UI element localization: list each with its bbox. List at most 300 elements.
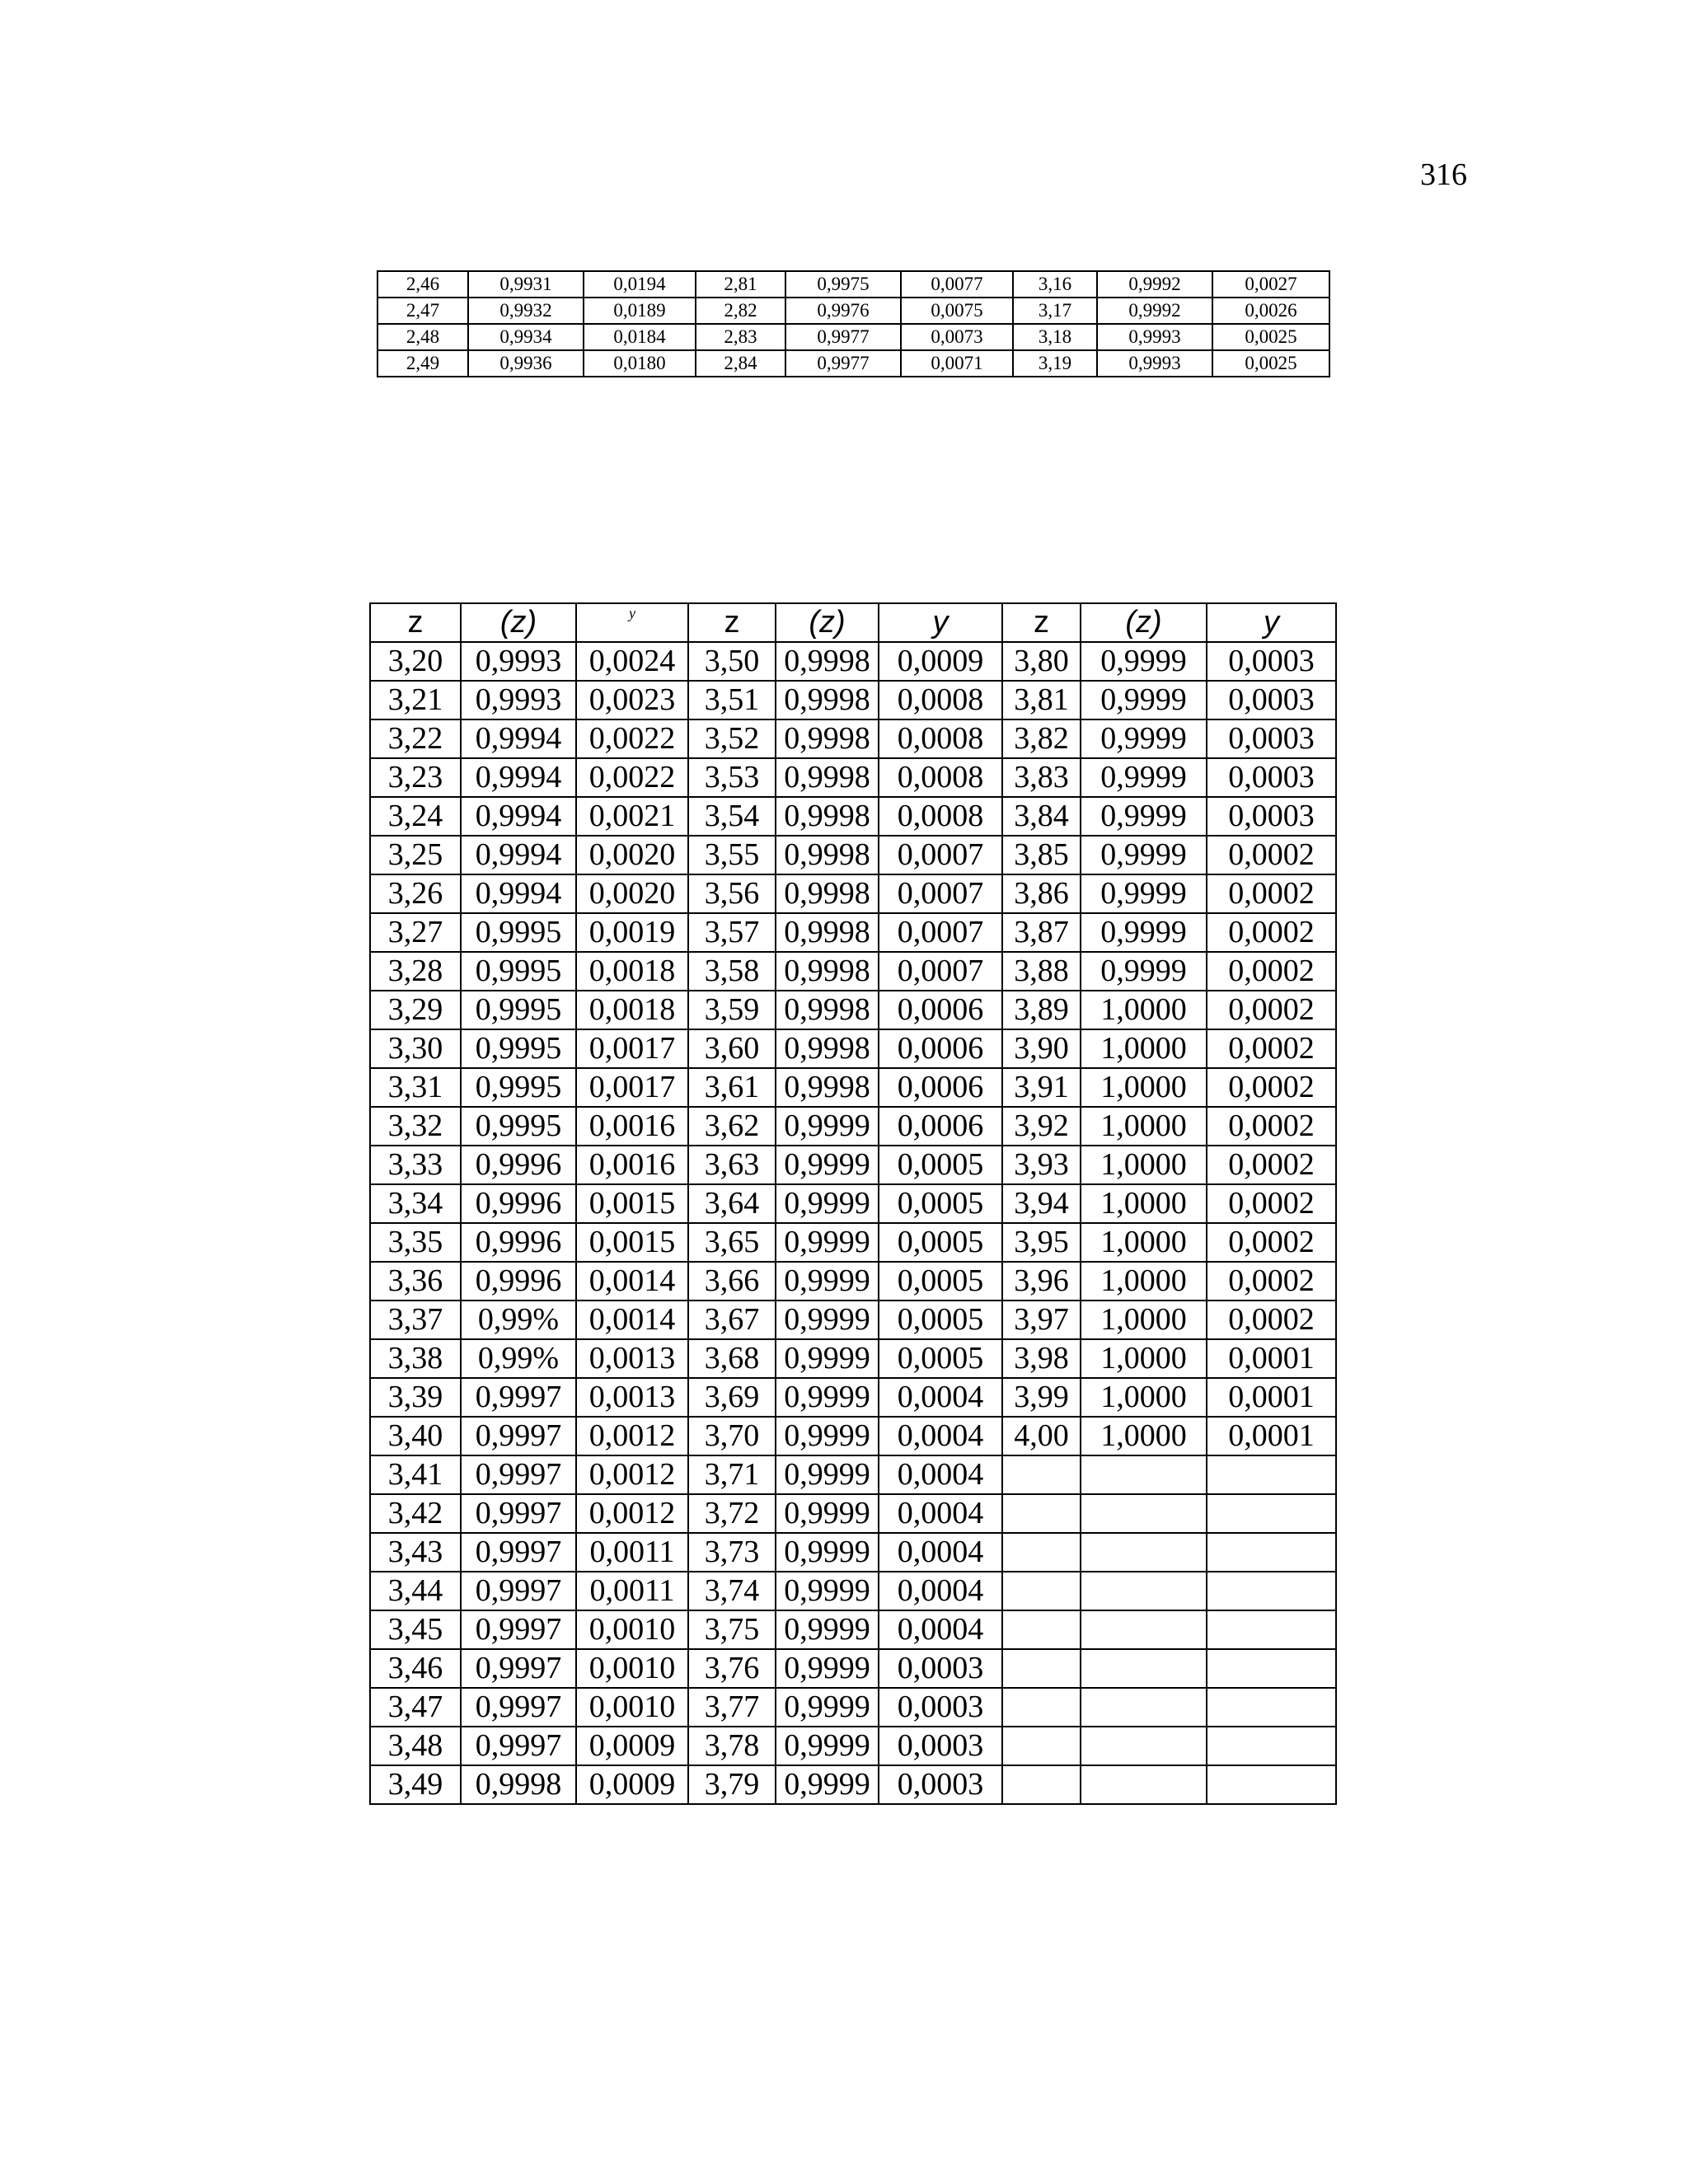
table-cell: 0,9998: [461, 1765, 576, 1804]
table-cell: [1207, 1533, 1336, 1572]
table-row: [370, 1146, 1336, 1184]
table-cell: 0,9977: [785, 324, 901, 350]
table-cell: [1002, 1494, 1081, 1533]
table-row: [370, 1107, 1336, 1146]
table-cell: 3,77: [688, 1688, 776, 1727]
table-cell: 0,9994: [461, 874, 576, 913]
table-cell: 0,0007: [879, 952, 1002, 991]
table-cell: 3,71: [688, 1455, 776, 1494]
table-cell: [1207, 1688, 1336, 1727]
table-cell: 3,95: [1002, 1223, 1081, 1262]
col-header-phi: (z): [776, 603, 879, 642]
table-cell: [1081, 1610, 1207, 1649]
table-cell: 0,0023: [576, 681, 688, 719]
table-cell: 0,0006: [879, 1068, 1002, 1107]
table-cell: 3,59: [688, 991, 776, 1029]
table-cell: 0,9996: [461, 1262, 576, 1301]
table-cell: 0,9993: [1097, 350, 1212, 377]
table-cell: 3,76: [688, 1649, 776, 1688]
table-cell: 0,0017: [576, 1029, 688, 1068]
table-cell: 3,44: [370, 1572, 461, 1610]
table-cell: [1207, 1649, 1336, 1688]
table-cell: 4,00: [1002, 1417, 1081, 1455]
table-cell: 0,9999: [776, 1184, 879, 1223]
table-cell: [1002, 1533, 1081, 1572]
table-cell: 3,37: [370, 1301, 461, 1339]
table-cell: 0,9997: [461, 1610, 576, 1649]
table-cell: 3,45: [370, 1610, 461, 1649]
table-cell: 3,43: [370, 1533, 461, 1572]
table-cell: 1,0000: [1081, 1378, 1207, 1417]
table-row: [370, 1301, 1336, 1339]
table-cell: 0,0015: [576, 1223, 688, 1262]
table-cell: 3,23: [370, 758, 461, 797]
table-cell: 0,0003: [1207, 681, 1336, 719]
col-header-y: y: [576, 603, 688, 642]
table-cell: 0,9998: [776, 991, 879, 1029]
table-cell: 0,0005: [879, 1262, 1002, 1301]
table-cell: [1002, 1727, 1081, 1765]
table-cell: 0,9998: [776, 797, 879, 836]
table-cell: 3,55: [688, 836, 776, 874]
table-cell: 0,9993: [461, 681, 576, 719]
table-cell: 0,0002: [1207, 1184, 1336, 1223]
table-cell: 0,0002: [1207, 1107, 1336, 1146]
table-cell: 0,9932: [468, 298, 584, 324]
table-cell: 0,0008: [879, 681, 1002, 719]
table-cell: 0,0002: [1207, 1029, 1336, 1068]
table-cell: 0,0002: [1207, 874, 1336, 913]
table-cell: 0,0001: [1207, 1417, 1336, 1455]
table-cell: 0,9995: [461, 1029, 576, 1068]
table-cell: 0,9997: [461, 1572, 576, 1610]
table-row: [370, 797, 1336, 836]
table-cell: 0,0075: [901, 298, 1013, 324]
table-cell: [1002, 1688, 1081, 1727]
table-cell: 3,34: [370, 1184, 461, 1223]
table-cell: 3,56: [688, 874, 776, 913]
table-cell: 0,0009: [879, 642, 1002, 681]
table-cell: 0,0002: [1207, 836, 1336, 874]
table-cell: 0,0003: [1207, 719, 1336, 758]
table-cell: 1,0000: [1081, 1146, 1207, 1184]
table-cell: 3,40: [370, 1417, 461, 1455]
table-cell: 3,27: [370, 913, 461, 952]
table-cell: 0,0012: [576, 1417, 688, 1455]
table-cell: 3,51: [688, 681, 776, 719]
table-row: [370, 1572, 1336, 1610]
table-cell: 0,0015: [576, 1184, 688, 1223]
table-cell: 3,35: [370, 1223, 461, 1262]
table-cell: 0,0018: [576, 952, 688, 991]
table-cell: 3,38: [370, 1339, 461, 1378]
table-row: [370, 913, 1336, 952]
table-cell: 3,96: [1002, 1262, 1081, 1301]
table-cell: 3,19: [1013, 350, 1097, 377]
table-cell: 0,9997: [461, 1494, 576, 1533]
table-cell: 0,9998: [776, 836, 879, 874]
table-cell: 3,28: [370, 952, 461, 991]
table-cell: [1002, 1455, 1081, 1494]
table-cell: 0,9996: [461, 1184, 576, 1223]
table-cell: 0,9999: [776, 1301, 879, 1339]
table-row: [370, 1378, 1336, 1417]
normal-distribution-table-body: [370, 642, 1336, 1804]
table-cell: 0,0008: [879, 797, 1002, 836]
table-cell: 3,88: [1002, 952, 1081, 991]
table-row: [370, 1610, 1336, 1649]
table-cell: 0,0005: [879, 1184, 1002, 1223]
table-cell: 0,99%: [461, 1339, 576, 1378]
col-header-phi: (z): [1081, 603, 1207, 642]
normal-distribution-table: [369, 602, 1337, 1805]
table-cell: 0,9999: [776, 1146, 879, 1184]
table-cell: 3,47: [370, 1688, 461, 1727]
table-cell: 3,64: [688, 1184, 776, 1223]
table-cell: 0,9936: [468, 350, 584, 377]
table-cell: 0,9998: [776, 719, 879, 758]
table-row: [370, 1649, 1336, 1688]
table-cell: 2,47: [377, 298, 468, 324]
table-cell: 3,63: [688, 1146, 776, 1184]
col-header-z: z: [1002, 603, 1081, 642]
table-cell: 0,0071: [901, 350, 1013, 377]
table-row: [370, 719, 1336, 758]
table-cell: 0,9998: [776, 1068, 879, 1107]
table-cell: 0,9998: [776, 913, 879, 952]
table-cell: 0,0073: [901, 324, 1013, 350]
table-cell: 2,49: [377, 350, 468, 377]
table-cell: 3,81: [1002, 681, 1081, 719]
table-cell: 0,0002: [1207, 1223, 1336, 1262]
table-cell: 3,90: [1002, 1029, 1081, 1068]
table-cell: 3,33: [370, 1146, 461, 1184]
table-cell: 0,9992: [1097, 271, 1212, 298]
table-cell: [1207, 1494, 1336, 1533]
table-cell: 0,9995: [461, 952, 576, 991]
table-cell: 0,9999: [776, 1262, 879, 1301]
table-cell: 0,9999: [1081, 874, 1207, 913]
table-cell: 3,58: [688, 952, 776, 991]
table-row: [370, 1688, 1336, 1727]
table-cell: 3,25: [370, 836, 461, 874]
table-row: [370, 681, 1336, 719]
table-row: [377, 271, 1329, 298]
table-cell: 0,0020: [576, 874, 688, 913]
table-cell: 0,9992: [1097, 298, 1212, 324]
table-cell: 3,36: [370, 1262, 461, 1301]
col-header-z: z: [688, 603, 776, 642]
table-cell: 0,9999: [776, 1533, 879, 1572]
table-cell: 3,39: [370, 1378, 461, 1417]
table-cell: 0,0012: [576, 1494, 688, 1533]
table-cell: 3,62: [688, 1107, 776, 1146]
table-cell: 3,83: [1002, 758, 1081, 797]
table-cell: 0,9996: [461, 1223, 576, 1262]
table-cell: 3,92: [1002, 1107, 1081, 1146]
table-cell: 3,89: [1002, 991, 1081, 1029]
table-cell: 3,87: [1002, 913, 1081, 952]
table-cell: 3,98: [1002, 1339, 1081, 1378]
table-cell: 3,18: [1013, 324, 1097, 350]
table-cell: 2,82: [696, 298, 785, 324]
table-cell: 0,9999: [1081, 836, 1207, 874]
table-cell: 0,9994: [461, 719, 576, 758]
table-cell: 3,57: [688, 913, 776, 952]
table-cell: 0,0005: [879, 1339, 1002, 1378]
table-cell: 0,9999: [776, 1455, 879, 1494]
table-cell: 0,9999: [1081, 642, 1207, 681]
table-cell: 3,17: [1013, 298, 1097, 324]
table-cell: 0,0002: [1207, 991, 1336, 1029]
table-row: [370, 1455, 1336, 1494]
table-cell: [1081, 1765, 1207, 1804]
table-cell: 3,29: [370, 991, 461, 1029]
table-cell: 3,21: [370, 681, 461, 719]
table-cell: 0,0016: [576, 1107, 688, 1146]
table-cell: 0,9995: [461, 991, 576, 1029]
table-cell: 3,69: [688, 1378, 776, 1417]
table-cell: 0,0001: [1207, 1339, 1336, 1378]
table-cell: 3,74: [688, 1572, 776, 1610]
table-cell: 0,0013: [576, 1339, 688, 1378]
table-row: [370, 1223, 1336, 1262]
table-cell: [1207, 1455, 1336, 1494]
table-cell: 0,0008: [879, 758, 1002, 797]
table-cell: 3,72: [688, 1494, 776, 1533]
table-cell: 3,16: [1013, 271, 1097, 298]
table-cell: 0,0026: [1212, 298, 1329, 324]
table-row: [370, 1184, 1336, 1223]
table-cell: 0,9995: [461, 1107, 576, 1146]
table-cell: 3,48: [370, 1727, 461, 1765]
table-cell: [1081, 1455, 1207, 1494]
table-cell: 3,84: [1002, 797, 1081, 836]
table-cell: 1,0000: [1081, 1339, 1207, 1378]
table-row: [370, 1068, 1336, 1107]
table-cell: 0,9999: [1081, 952, 1207, 991]
table-cell: 3,52: [688, 719, 776, 758]
table-cell: 0,0077: [901, 271, 1013, 298]
table-row: [370, 1029, 1336, 1068]
table-cell: 0,0004: [879, 1533, 1002, 1572]
table-cell: [1081, 1533, 1207, 1572]
table-cell: 0,0010: [576, 1610, 688, 1649]
table-cell: 0,0189: [584, 298, 696, 324]
table-cell: 0,9999: [776, 1765, 879, 1804]
table-cell: 0,0006: [879, 991, 1002, 1029]
table-cell: 0,9998: [776, 952, 879, 991]
table-cell: 0,0007: [879, 874, 1002, 913]
table-row: [370, 1765, 1336, 1804]
table-cell: 0,0004: [879, 1610, 1002, 1649]
table-row: [370, 1533, 1336, 1572]
table-cell: 3,53: [688, 758, 776, 797]
table-cell: 0,9993: [461, 642, 576, 681]
table-cell: 3,61: [688, 1068, 776, 1107]
table-cell: [1081, 1688, 1207, 1727]
table-row: [370, 1727, 1336, 1765]
table-cell: 0,9999: [776, 1610, 879, 1649]
table-cell: 0,0003: [879, 1649, 1002, 1688]
table-cell: 0,0002: [1207, 1068, 1336, 1107]
table-cell: 0,9997: [461, 1688, 576, 1727]
table-cell: 3,79: [688, 1765, 776, 1804]
table-cell: 3,78: [688, 1727, 776, 1765]
table-cell: 0,0002: [1207, 1146, 1336, 1184]
table-cell: 0,0194: [584, 271, 696, 298]
table-cell: 0,9997: [461, 1455, 576, 1494]
table-cell: 1,0000: [1081, 1107, 1207, 1146]
table-cell: 3,26: [370, 874, 461, 913]
table-cell: 1,0000: [1081, 1029, 1207, 1068]
table-cell: 0,99%: [461, 1301, 576, 1339]
table-cell: 0,9997: [461, 1378, 576, 1417]
table-cell: 0,0004: [879, 1494, 1002, 1533]
table-cell: 0,9993: [1097, 324, 1212, 350]
table-cell: 0,0027: [1212, 271, 1329, 298]
table-cell: 0,9931: [468, 271, 584, 298]
table-cell: 0,9999: [776, 1494, 879, 1533]
table-row: [370, 642, 1336, 681]
table-cell: 0,0017: [576, 1068, 688, 1107]
table-cell: 3,50: [688, 642, 776, 681]
table-cell: 2,46: [377, 271, 468, 298]
table-cell: 3,22: [370, 719, 461, 758]
table-cell: 3,65: [688, 1223, 776, 1262]
table-cell: 0,9995: [461, 1068, 576, 1107]
table-cell: 0,0184: [584, 324, 696, 350]
table-cell: 0,9998: [776, 681, 879, 719]
table-cell: 0,9999: [776, 1378, 879, 1417]
table-cell: 3,82: [1002, 719, 1081, 758]
table-cell: 3,73: [688, 1533, 776, 1572]
table-cell: 0,0018: [576, 991, 688, 1029]
table-row: [377, 324, 1329, 350]
table-cell: 0,0009: [576, 1765, 688, 1804]
table-cell: 0,9934: [468, 324, 584, 350]
table-cell: 0,9998: [776, 642, 879, 681]
table-cell: 0,0004: [879, 1378, 1002, 1417]
table-cell: 0,0025: [1212, 350, 1329, 377]
table-cell: 0,9976: [785, 298, 901, 324]
page-number: 316: [1420, 157, 1467, 192]
table-cell: 1,0000: [1081, 1417, 1207, 1455]
table-cell: 0,0022: [576, 719, 688, 758]
continued-table-body: [377, 271, 1329, 377]
table-cell: 1,0000: [1081, 1184, 1207, 1223]
table-cell: 0,9999: [776, 1417, 879, 1455]
table-cell: 0,0003: [1207, 642, 1336, 681]
table-row: [370, 991, 1336, 1029]
col-header-z: z: [370, 603, 461, 642]
table-cell: 0,0005: [879, 1301, 1002, 1339]
table-row: [370, 1494, 1336, 1533]
table-cell: 0,0025: [1212, 324, 1329, 350]
table-cell: 0,9999: [776, 1223, 879, 1262]
table-cell: 3,97: [1002, 1301, 1081, 1339]
table-cell: 3,24: [370, 797, 461, 836]
table-cell: 0,9999: [776, 1688, 879, 1727]
table-cell: [1207, 1727, 1336, 1765]
table-cell: 2,84: [696, 350, 785, 377]
table-cell: 0,0006: [879, 1107, 1002, 1146]
table-cell: 3,66: [688, 1262, 776, 1301]
table-cell: 0,9998: [776, 758, 879, 797]
table-cell: 0,9999: [776, 1649, 879, 1688]
table-cell: 0,9994: [461, 836, 576, 874]
table-cell: [1081, 1727, 1207, 1765]
table-cell: 0,0008: [879, 719, 1002, 758]
table-cell: 0,9999: [776, 1572, 879, 1610]
table-cell: 0,9998: [776, 874, 879, 913]
table-cell: 0,0012: [576, 1455, 688, 1494]
table-cell: 0,9997: [461, 1649, 576, 1688]
table-cell: 0,9999: [1081, 797, 1207, 836]
table-cell: 0,0004: [879, 1417, 1002, 1455]
table-cell: 0,0004: [879, 1455, 1002, 1494]
table-cell: 3,99: [1002, 1378, 1081, 1417]
table-cell: 1,0000: [1081, 1301, 1207, 1339]
table-cell: 1,0000: [1081, 1262, 1207, 1301]
table-cell: [1081, 1572, 1207, 1610]
table-cell: 0,9998: [776, 1029, 879, 1068]
table-cell: 0,0010: [576, 1649, 688, 1688]
table-cell: 0,0002: [1207, 913, 1336, 952]
table-row: [370, 874, 1336, 913]
table-cell: 0,0002: [1207, 1301, 1336, 1339]
table-cell: 0,9999: [1081, 758, 1207, 797]
continued-table: [377, 270, 1330, 377]
table-cell: 0,0007: [879, 836, 1002, 874]
header-row: [370, 603, 1336, 642]
table-cell: 3,46: [370, 1649, 461, 1688]
table-cell: 0,0005: [879, 1223, 1002, 1262]
table-cell: 3,49: [370, 1765, 461, 1804]
table-cell: 3,67: [688, 1301, 776, 1339]
table-cell: 0,0014: [576, 1262, 688, 1301]
table-cell: 0,0021: [576, 797, 688, 836]
table-cell: 2,81: [696, 271, 785, 298]
table-cell: 0,0022: [576, 758, 688, 797]
table-cell: 0,0009: [576, 1727, 688, 1765]
table-cell: 0,9997: [461, 1727, 576, 1765]
table-cell: 0,0003: [879, 1727, 1002, 1765]
table-cell: 0,0011: [576, 1533, 688, 1572]
table-cell: 2,83: [696, 324, 785, 350]
table-cell: 0,0005: [879, 1146, 1002, 1184]
table-cell: 0,0003: [1207, 797, 1336, 836]
table-row: [370, 758, 1336, 797]
table-cell: 0,9995: [461, 913, 576, 952]
table-cell: 3,93: [1002, 1146, 1081, 1184]
table-cell: [1207, 1765, 1336, 1804]
table-cell: 0,0003: [879, 1765, 1002, 1804]
table-cell: 0,0019: [576, 913, 688, 952]
table-cell: 3,80: [1002, 642, 1081, 681]
table-cell: 3,86: [1002, 874, 1081, 913]
table-cell: 0,9999: [776, 1727, 879, 1765]
table-cell: 3,30: [370, 1029, 461, 1068]
table-cell: 3,94: [1002, 1184, 1081, 1223]
table-cell: [1002, 1765, 1081, 1804]
table-cell: 0,0014: [576, 1301, 688, 1339]
table-row: [370, 836, 1336, 874]
table-cell: 3,68: [688, 1339, 776, 1378]
table-cell: 0,0011: [576, 1572, 688, 1610]
table-cell: 0,9999: [1081, 681, 1207, 719]
table-cell: 0,0006: [879, 1029, 1002, 1068]
